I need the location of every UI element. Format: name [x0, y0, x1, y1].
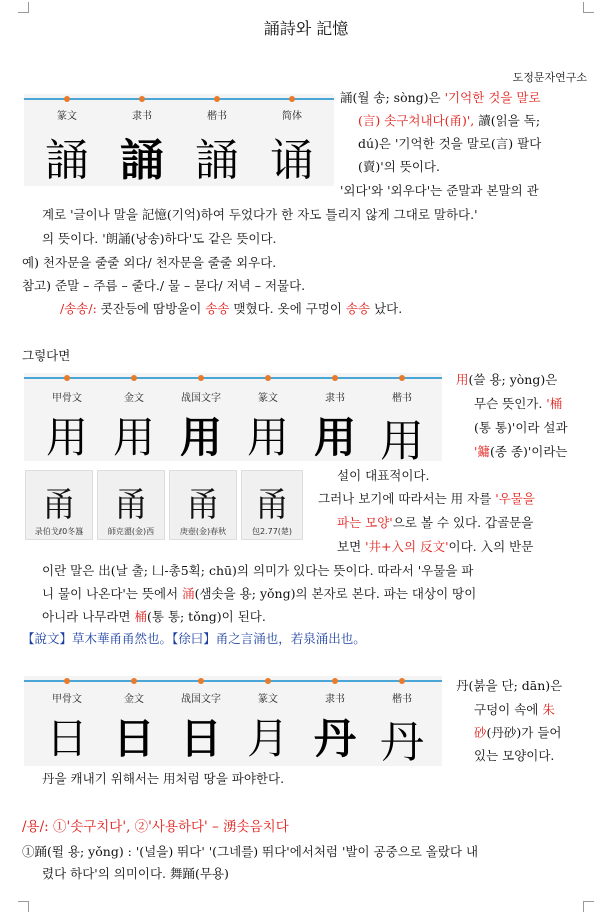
corner-mark-bl — [18, 901, 29, 912]
panel-label: 战国文字 — [181, 393, 221, 404]
text-line: /송송/: 콧잔등에 땀방울이 송송 맺혔다. 옷에 구멍이 송송 났다. — [60, 301, 403, 316]
text-line: 丹을 캐내기 위해서는 用처럼 땅을 파야한다. — [42, 771, 285, 786]
inscription-box: 甬 录伯戈ℓ0冬簋 — [25, 470, 93, 540]
panel-label: 篆文 — [57, 111, 77, 122]
panel-label: 楷书 — [392, 393, 412, 404]
glyph-seal: 月 — [246, 714, 289, 763]
inscription-box: 甬 師克盨(金)西 — [97, 470, 165, 540]
page-title: 誦詩와 記憶 — [263, 19, 349, 38]
panel-label: 战国文字 — [181, 694, 221, 705]
shuowen-quote: 【說文】草木華甬甬然也。【徐曰】甬之言涌也，若泉涌出也。 — [22, 631, 366, 646]
text-line: 계로 '글이나 말을 記憶(기억)하여 두었다가 한 자도 틀리지 않게 그대로 말하다.' — [42, 207, 478, 222]
glyph-simplified: 诵 — [270, 135, 314, 186]
text-line: 무슨 뜻인가. '桶 — [474, 396, 563, 411]
organization-name: 도정문자연구소 — [512, 71, 587, 84]
corner-mark-tl — [18, 2, 29, 13]
panel-bar — [24, 377, 442, 379]
glyph-regular: 誦 — [195, 135, 239, 186]
glyph-clerical: 丹 — [313, 714, 356, 763]
text-line: (賣)'의 뜻이다. — [358, 159, 440, 174]
glyph-regular: 丹 — [380, 717, 424, 768]
glyph-warring: 日 — [179, 714, 222, 763]
corner-mark-br — [583, 901, 594, 912]
panel-label: 金文 — [124, 694, 144, 705]
glyph-regular: 用 — [380, 416, 424, 467]
dan-evolution-panel — [24, 676, 442, 766]
section-heading: /용/: ①'솟구치다', ②'사용하다' – 湧솟음치다 — [22, 819, 289, 835]
panel-label: 篆文 — [258, 694, 278, 705]
glyph-seal: 誦 — [45, 135, 89, 186]
glyph-bronze: 日 — [112, 714, 155, 763]
text-line: 砂(丹砂)가 들어 — [474, 725, 562, 740]
text-line: 丹(붉을 단; dān)은 — [456, 678, 563, 693]
song-evolution-panel — [24, 94, 334, 186]
glyph-clerical: 用 — [313, 413, 356, 462]
panel-label: 金文 — [124, 393, 144, 404]
panel-label: 楷书 — [207, 111, 227, 122]
glyph-bronze: 用 — [112, 413, 155, 462]
glyph-clerical: 誦 — [120, 135, 164, 186]
text-line: 이란 말은 出(날 출; 凵-총5획; chū)의 의미가 있다는 뜻이다. 따라서 '우물을 파 — [42, 563, 474, 578]
corner-mark-tr — [583, 2, 594, 13]
text-line: dú)은 '기억한 것을 말로(言) 팔다 — [358, 136, 542, 151]
text-line: 있는 모양이다. — [474, 748, 555, 763]
panel-label: 甲骨文 — [52, 393, 82, 404]
yong-evolution-panel — [24, 373, 442, 467]
panel-label: 甲骨文 — [52, 694, 82, 705]
text-line: '鏞(종 종)'이라는 — [474, 444, 568, 459]
glyph-warring: 用 — [179, 413, 222, 462]
text-line: 렸다 하다'의 의미이다. 舞踊(무용) — [42, 866, 229, 881]
text-line: 예) 천자문을 줄줄 외다/ 천자문을 줄줄 외우다. — [22, 255, 277, 270]
text-line: '외다'와 '외우다'는 준말과 본말의 관 — [340, 183, 539, 198]
glyph-seal: 用 — [246, 413, 289, 462]
panel-label: 简体 — [282, 111, 302, 122]
text-line: 구덩이 속에 朱 — [474, 702, 555, 717]
glyph-oracle: 用 — [45, 413, 88, 462]
inscription-box: 甬 包2.77(楚) — [241, 470, 303, 540]
panel-bar — [24, 680, 442, 682]
panel-label: 楷书 — [392, 694, 412, 705]
text-line: 의 뜻이다. '朗誦(낭송)하다'도 같은 뜻이다. — [42, 231, 277, 246]
lead-text: 그렇다면 — [22, 348, 71, 363]
text-line: 그러나 보기에 따라서는 用 자를 '우물을 — [318, 491, 535, 506]
panel-bar — [24, 98, 334, 100]
text-line: 참고) 준말 – 주름 – 줄다./ 물 – 묻다/ 저녁 – 저물다. — [22, 278, 306, 293]
panel-label: 隶书 — [325, 694, 345, 705]
panel-label: 篆文 — [258, 393, 278, 404]
panel-label: 隶书 — [325, 393, 345, 404]
panel-label: 隶书 — [132, 111, 152, 122]
text-line: 파는 모양'으로 볼 수 있다. 갑골문을 — [337, 515, 534, 530]
text-line: ①踊(뛸 용; yǒng) : '(널을) 뛰다' '(그네를) 뛰다'에서처럼 '발이 공중으로 올랐다 내 — [22, 844, 479, 859]
text-line: (言) 솟구쳐내다(甬)', 讀(읽을 독; — [358, 113, 541, 128]
text-line: 아니라 나무라면 桶(통 통; tǒng)이 된다. — [42, 609, 266, 624]
inscription-box: 甬 庚壺(金)春秋 — [169, 470, 237, 540]
text-line: 用(쓸 용; yòng)은 — [456, 372, 558, 387]
text-line: 誦(월 송; sòng)은 '기억한 것을 말로 — [340, 90, 541, 105]
glyph-oracle: ⽇ — [45, 714, 88, 763]
text-line: (통 통)'이라 설과 — [474, 420, 568, 435]
text-line: 설이 대표적이다. — [337, 468, 430, 483]
text-line: 보면 '井+入의 反文'이다. 入의 반문 — [337, 539, 534, 554]
text-line: 니 물이 나온다'는 뜻에서 涌(샘솟을 용; yǒng)의 본자로 본다. 파는 대상이 땅이 — [42, 586, 477, 601]
